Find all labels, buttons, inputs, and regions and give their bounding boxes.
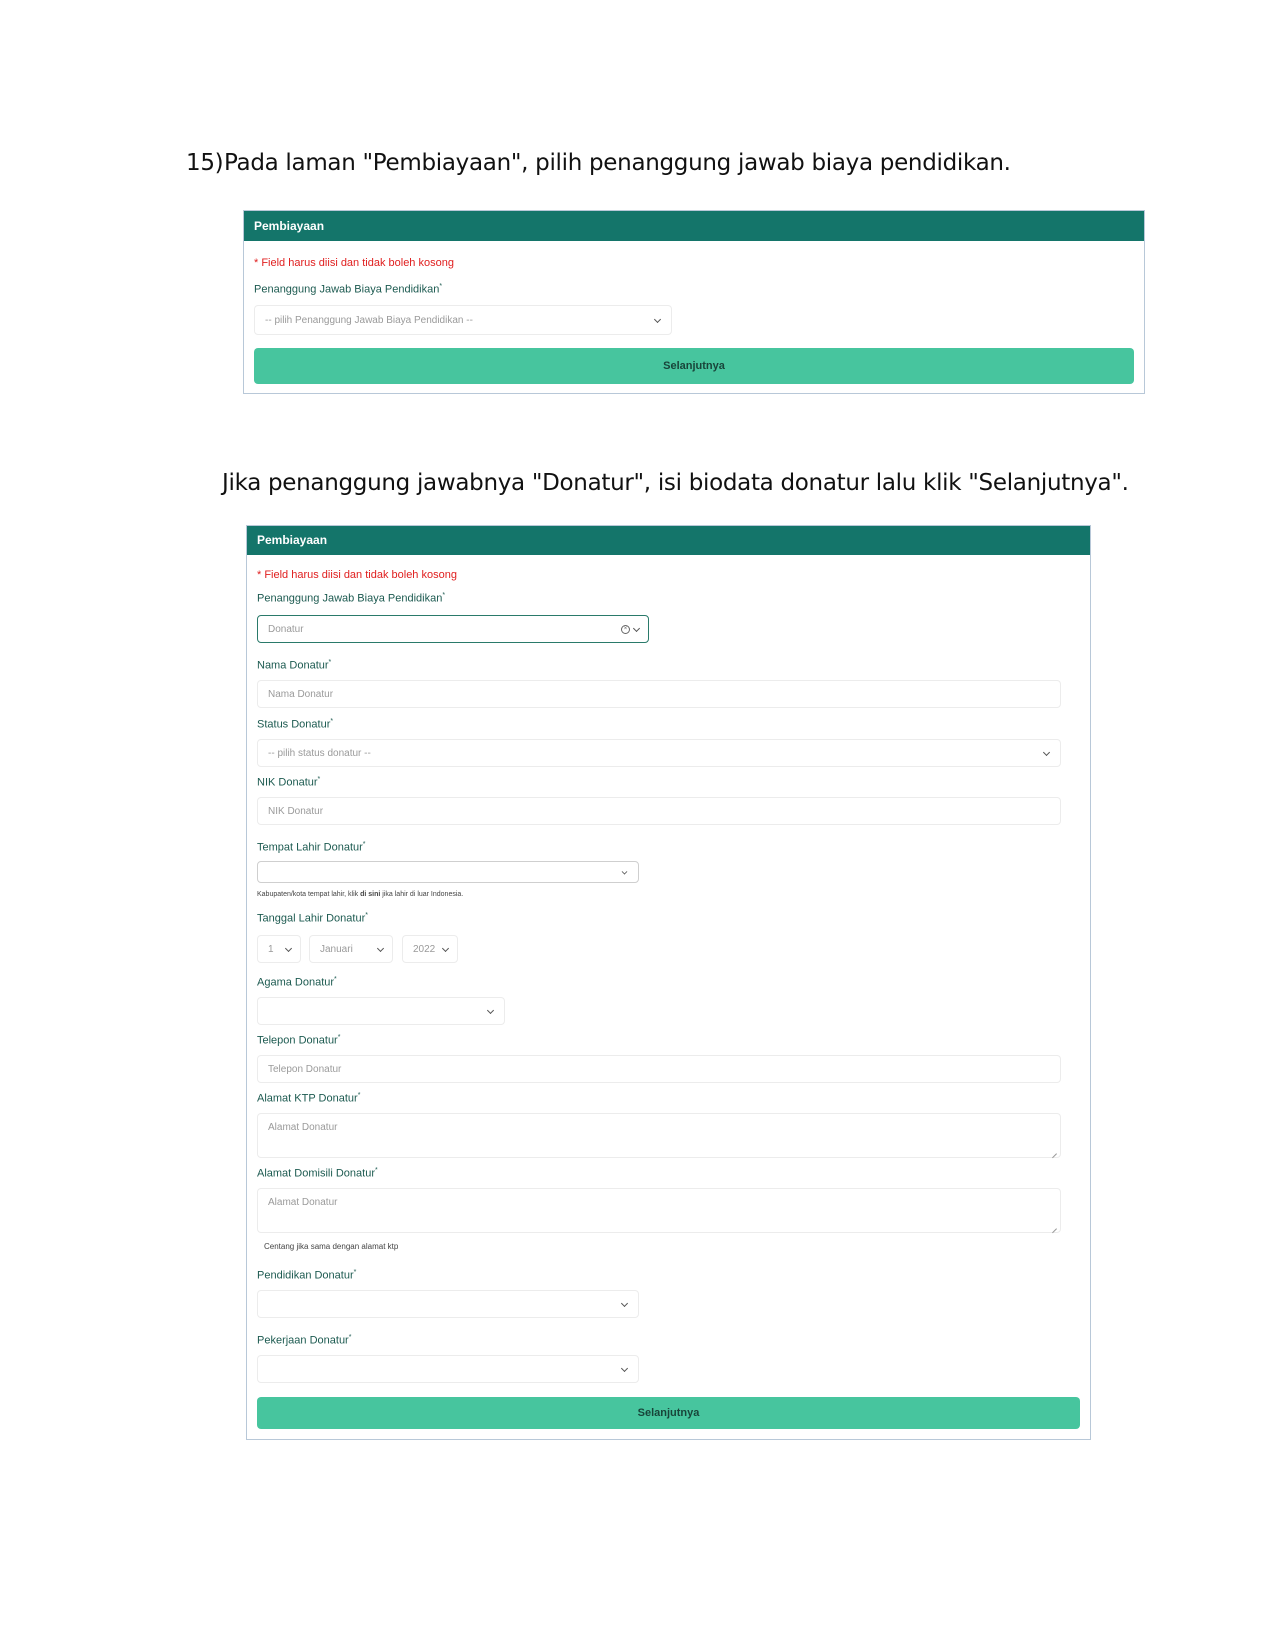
chevron-down-icon <box>621 1301 628 1308</box>
chevron-down-icon <box>285 946 292 953</box>
status-donatur-placeholder: -- pilih status donatur -- <box>268 747 371 759</box>
label-pekerjaan-donatur: Pekerjaan Donatur* <box>257 1334 352 1347</box>
required-note: * Field harus diisi dan tidak boleh kosong <box>254 257 454 269</box>
label-nik-donatur: NIK Donatur* <box>257 776 321 789</box>
label-alamat-domisili: Alamat Domisili Donatur* <box>257 1167 378 1180</box>
pembiayaan-panel-donatur <box>246 525 1091 1440</box>
alamat-domisili-textarea[interactable] <box>257 1188 1061 1233</box>
label-pendidikan-donatur: Pendidikan Donatur* <box>257 1269 357 1282</box>
penanggung-jawab-select[interactable] <box>257 615 649 643</box>
label-alamat-ktp: Alamat KTP Donatur* <box>257 1092 361 1105</box>
chevron-down-icon <box>487 1008 494 1015</box>
year-value: 2022 <box>413 943 436 955</box>
chevron-down-icon <box>442 946 449 953</box>
resize-handle-icon[interactable] <box>1051 1148 1057 1154</box>
label-tempat-lahir: Tempat Lahir Donatur* <box>257 841 366 854</box>
label-penanggung-jawab: Penanggung Jawab Biaya Pendidikan* <box>254 283 443 296</box>
label-penanggung-jawab: Penanggung Jawab Biaya Pendidikan* <box>257 592 446 605</box>
telepon-donatur-input[interactable] <box>257 1055 1061 1083</box>
instruction-donatur: Jika penanggung jawabnya "Donatur", isi biodata donatur lalu klik "Selanjutnya". <box>222 470 1129 496</box>
tanggal-lahir-day-select[interactable] <box>257 935 301 963</box>
chevron-down-icon <box>622 869 628 875</box>
label-status-donatur: Status Donatur* <box>257 718 334 731</box>
same-address-label: Centang jika sama dengan alamat ktp <box>264 1242 399 1251</box>
clear-icon[interactable]: × <box>621 625 630 634</box>
tanggal-lahir-month-select[interactable] <box>309 935 393 963</box>
alamat-ktp-placeholder: Alamat Donatur <box>268 1122 338 1133</box>
pembiayaan-panel-initial <box>243 210 1145 394</box>
panel-header: Pembiayaan <box>244 211 1144 241</box>
alamat-ktp-textarea[interactable] <box>257 1113 1061 1158</box>
label-nama-donatur: Nama Donatur* <box>257 659 332 672</box>
chevron-down-icon <box>633 626 640 633</box>
status-donatur-select[interactable] <box>257 739 1061 767</box>
chevron-down-icon <box>654 317 661 324</box>
tempat-lahir-select[interactable] <box>257 861 639 883</box>
alamat-domisili-placeholder: Alamat Donatur <box>268 1197 338 1208</box>
agama-donatur-select[interactable] <box>257 997 505 1025</box>
next-button[interactable]: Selanjutnya <box>257 1397 1080 1429</box>
next-button[interactable]: Selanjutnya <box>254 348 1134 384</box>
resize-handle-icon[interactable] <box>1051 1223 1057 1229</box>
month-value: Januari <box>320 943 353 955</box>
step-instruction <box>186 150 1011 176</box>
chevron-down-icon <box>621 1366 628 1373</box>
chevron-down-icon <box>377 946 384 953</box>
tanggal-lahir-year-select[interactable] <box>402 935 458 963</box>
step-number: 15) <box>186 150 224 176</box>
required-note: * Field harus diisi dan tidak boleh kosong <box>257 569 457 581</box>
tempat-lahir-help-link[interactable]: di sini <box>360 891 381 898</box>
penanggung-jawab-select[interactable] <box>254 305 672 335</box>
same-address-checkbox[interactable] <box>264 1242 398 1251</box>
pekerjaan-donatur-select[interactable] <box>257 1355 639 1383</box>
step-text: Pada laman "Pembiayaan", pilih penanggung jawab biaya pendidikan. <box>224 150 1011 176</box>
select-value: Donatur <box>268 623 304 635</box>
chevron-down-icon <box>1043 750 1050 757</box>
nama-donatur-placeholder: Nama Donatur <box>268 688 334 700</box>
day-value: 1 <box>268 943 274 955</box>
panel-header: Pembiayaan <box>247 526 1090 555</box>
nama-donatur-input[interactable] <box>257 680 1061 708</box>
tempat-lahir-help: Kabupaten/kota tempat lahir, klik di sini jika lahir di luar Indonesia. <box>257 891 464 898</box>
label-agama-donatur: Agama Donatur* <box>257 976 337 989</box>
nik-donatur-input[interactable] <box>257 797 1061 825</box>
nik-donatur-placeholder: NIK Donatur <box>268 805 324 817</box>
select-placeholder: -- pilih Penanggung Jawab Biaya Pendidikan -- <box>265 314 473 326</box>
label-tanggal-lahir: Tanggal Lahir Donatur* <box>257 912 368 925</box>
pendidikan-donatur-select[interactable] <box>257 1290 639 1318</box>
telepon-donatur-placeholder: Telepon Donatur <box>268 1063 342 1075</box>
label-telepon-donatur: Telepon Donatur* <box>257 1034 341 1047</box>
